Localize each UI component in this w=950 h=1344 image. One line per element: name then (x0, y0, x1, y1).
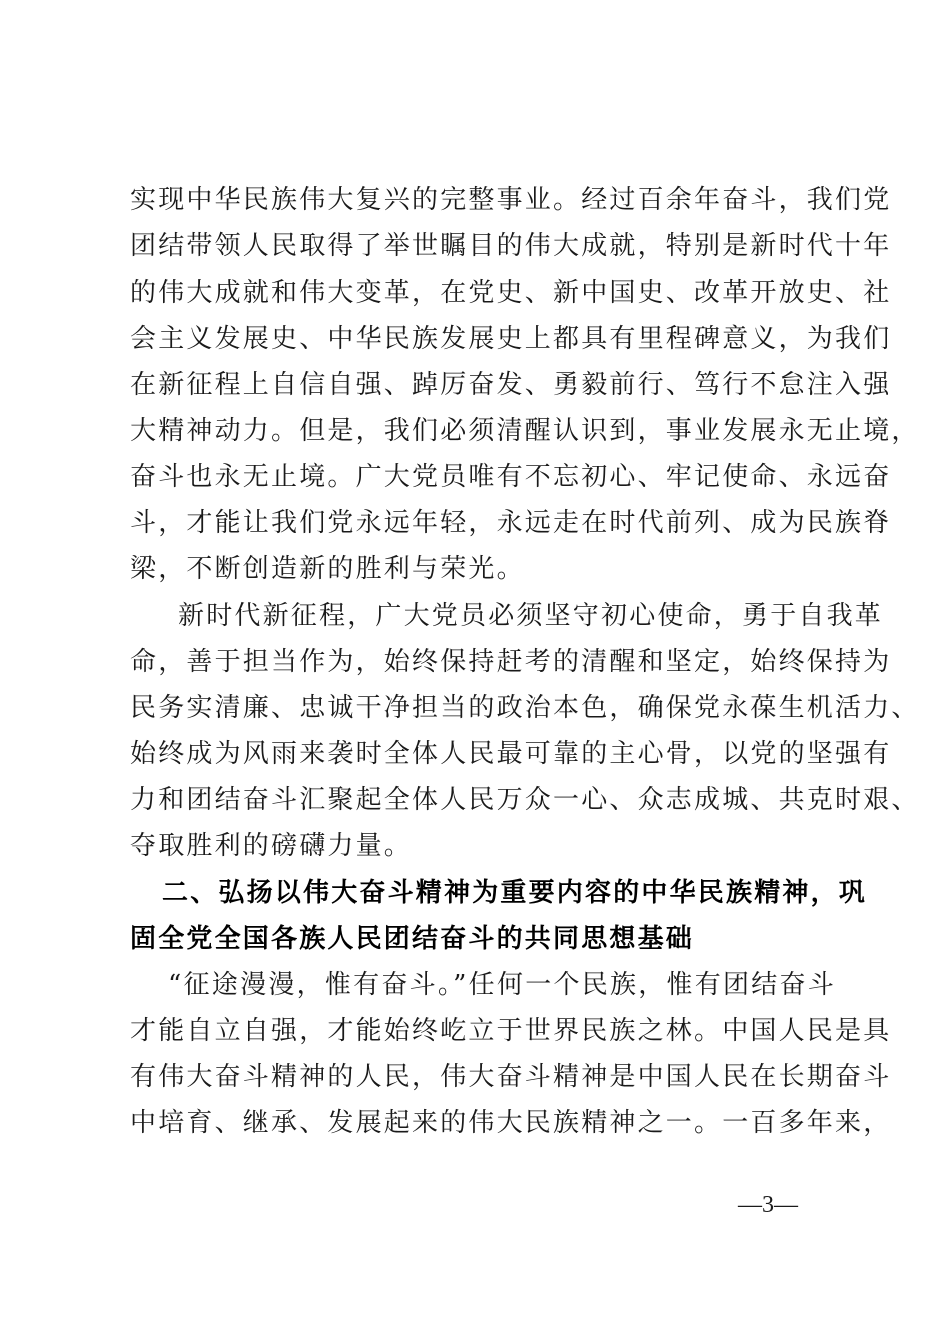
text-line: 新时代新征程，广大党员必须坚守初心使命，勇于自我革 (178, 601, 884, 631)
text-line: 梁，不断创造新的胜利与荣光。 (130, 554, 525, 584)
text-line: 中培育、继承、发展起来的伟大民族精神之一。一百多年来， (130, 1108, 892, 1138)
text-line: 斗，才能让我们党永远年轻，永远走在时代前列、成为民族脊 (130, 508, 892, 538)
heading-line: 固全党全国各族人民团结奋斗的共同思想基础 (130, 924, 695, 954)
text-line: 始终成为风雨来袭时全体人民最可靠的主心骨，以党的坚强有 (130, 739, 892, 769)
text-line: 会主义发展史、中华民族发展史上都具有里程碑意义，为我们 (130, 324, 892, 354)
text-line: 实现中华民族伟大复兴的完整事业。经过百余年奋斗，我们党 (130, 185, 892, 215)
text-line: 大精神动力。但是，我们必须清醒认识到，事业发展永无止境， (130, 416, 920, 446)
text-line: “征途漫漫，惟有奋斗。”任何一个民族，惟有团结奋斗 (168, 970, 836, 1000)
page-number: —3— (738, 1192, 798, 1218)
text-line: 奋斗也永无止境。广大党员唯有不忘初心、牢记使命、永远奋 (130, 462, 892, 492)
text-line: 力和团结奋斗汇聚起全体人民万众一心、众志成城、共克时艰、 (130, 785, 920, 815)
text-line: 团结带领人民取得了举世瞩目的伟大成就，特别是新时代十年 (130, 231, 892, 261)
heading-line: 二、弘扬以伟大奋斗精神为重要内容的中华民族精神，巩 (162, 878, 868, 908)
text-line: 才能自立自强，才能始终屹立于世界民族之林。中国人民是具 (130, 1016, 892, 1046)
text-line: 在新征程上自信自强、踔厉奋发、勇毅前行、笃行不怠注入强 (130, 370, 892, 400)
text-line: 有伟大奋斗精神的人民，伟大奋斗精神是中国人民在长期奋斗 (130, 1062, 892, 1092)
text-line: 民务实清廉、忠诚干净担当的政治本色，确保党永葆生机活力、 (130, 693, 920, 723)
text-line: 命，善于担当作为，始终保持赶考的清醒和坚定，始终保持为 (130, 647, 892, 677)
text-line: 夺取胜利的磅礴力量。 (130, 831, 413, 861)
text-line: 的伟大成就和伟大变革，在党史、新中国史、改革开放史、社 (130, 278, 892, 308)
